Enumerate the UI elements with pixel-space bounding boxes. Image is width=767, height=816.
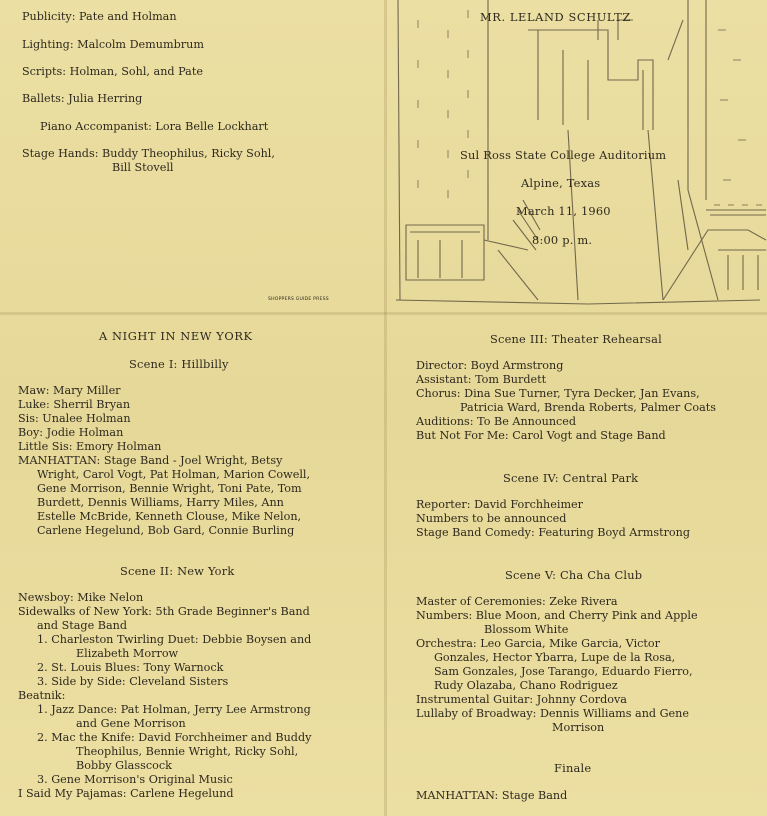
scene2-line: 1. Charleston Twirling Duet: Debbie Boysen and	[37, 633, 312, 646]
horizontal-fold	[0, 312, 767, 315]
credit-lighting: Lighting: Malcolm Demumbrum	[22, 38, 204, 51]
scene5-line: Sam Gonzales, Jose Tarango, Eduardo Fierro,	[434, 665, 693, 678]
cover-venue: Sul Ross State College Auditorium	[460, 148, 667, 162]
scene5-line: Morrison	[552, 721, 605, 734]
scene4-line: Reporter: David Forchheimer	[416, 498, 584, 511]
scene5-heading: Scene V: Cha Cha Club	[505, 568, 643, 582]
scene5-line: Master of Ceremonies: Zeke Rivera	[416, 595, 618, 608]
scene2-line: Sidewalks of New York: 5th Grade Beginner's Band	[18, 605, 310, 618]
scene2-line: and Gene Morrison	[76, 717, 186, 730]
credit-scripts: Scripts: Holman, Sohl, and Pate	[22, 65, 203, 78]
scene3-line: Patricia Ward, Brenda Roberts, Palmer Coats	[460, 401, 717, 414]
scene1-line: MANHATTAN: Stage Band - Joel Wright, Betsy	[18, 454, 283, 467]
scene5-line: Lullaby of Broadway: Dennis Williams and Gene	[416, 707, 690, 720]
scene1-line: Little Sis: Emory Holman	[18, 440, 162, 453]
scene1-heading: Scene I: Hillbilly	[129, 357, 229, 371]
scene5-line: Blossom White	[484, 623, 569, 636]
scene2-line: Bobby Glasscock	[76, 759, 172, 772]
scene1-line: Sis: Unalee Holman	[18, 412, 131, 425]
scene2-line: Theophilus, Bennie Wright, Ricky Sohl,	[76, 745, 299, 758]
credit-publicity: Publicity: Pate and Holman	[22, 10, 177, 23]
scene3-line: Auditions: To Be Announced	[416, 415, 577, 428]
scene3-line: But Not For Me: Carol Vogt and Stage Band	[416, 429, 666, 442]
scene2-line: and Stage Band	[37, 619, 128, 632]
scene1-line: Maw: Mary Miller	[18, 384, 121, 397]
scene2-line: 3. Side by Side: Cleveland Sisters	[37, 675, 229, 688]
scene5-line: Orchestra: Leo Garcia, Mike Garcia, Victor	[416, 637, 660, 650]
scene3-line: Chorus: Dina Sue Turner, Tyra Decker, Jan Evans,	[416, 387, 700, 400]
scene1-line: Boy: Jodie Holman	[18, 426, 124, 439]
scene2-line: Newsboy: Mike Nelon	[18, 591, 144, 604]
scene4-line: Numbers to be announced	[416, 512, 567, 525]
scene2-line: I Said My Pajamas: Carlene Hegelund	[18, 787, 234, 800]
cover-city: Alpine, Texas	[521, 176, 601, 190]
finale-heading: Finale	[554, 761, 592, 775]
credit-stage-hands: Stage Hands: Buddy Theophilus, Ricky Sohl,	[22, 147, 275, 160]
scene3-line: Director: Boyd Armstrong	[416, 359, 564, 372]
scene2-line: 2. St. Louis Blues: Tony Warnock	[37, 661, 224, 674]
scene2-line: Elizabeth Morrow	[76, 647, 179, 660]
scene5-line: Rudy Olazaba, Chano Rodriguez	[434, 679, 618, 692]
cover-date: March 11, 1960	[516, 204, 611, 218]
scene3-heading: Scene III: Theater Rehearsal	[490, 332, 662, 346]
credit-piano: Piano Accompanist: Lora Belle Lockhart	[40, 120, 269, 133]
scene2-heading: Scene II: New York	[120, 564, 235, 578]
scene1-line: Luke: Sherril Bryan	[18, 398, 131, 411]
scene4-heading: Scene IV: Central Park	[503, 471, 639, 485]
scene1-line: Gene Morrison, Bennie Wright, Toni Pate, Tom	[37, 482, 302, 495]
scene2-line: 1. Jazz Dance: Pat Holman, Jerry Lee Armstrong	[37, 703, 311, 716]
credit-stage-hands-cont: Bill Stovell	[112, 161, 174, 174]
vertical-fold	[384, 0, 387, 816]
program-title: A NIGHT IN NEW YORK	[99, 329, 253, 343]
scene5-line: Instrumental Guitar: Johnny Cordova	[416, 693, 627, 706]
scene2-line: Beatnik:	[18, 689, 66, 702]
scene5-line: Gonzales, Hector Ybarra, Lupe de la Rosa,	[434, 651, 676, 664]
scene1-line: Burdett, Dennis Williams, Harry Miles, Ann	[37, 496, 284, 509]
scene2-line: 2. Mac the Knife: David Forchheimer and Buddy	[37, 731, 312, 744]
scene1-line: Carlene Hegelund, Bob Gard, Connie Burling	[37, 524, 295, 537]
printer-mark: SHOPPERS GUIDE PRESS	[268, 297, 329, 302]
scene1-line: Wright, Carol Vogt, Pat Holman, Marion Cowell,	[37, 468, 311, 481]
credit-ballets: Ballets: Julia Herring	[22, 92, 143, 105]
finale-line: MANHATTAN: Stage Band	[416, 789, 568, 802]
cover-director: MR. LELAND SCHULTZ	[480, 10, 631, 24]
scene2-line: 3. Gene Morrison's Original Music	[37, 773, 233, 786]
scene4-line: Stage Band Comedy: Featuring Boyd Armstrong	[416, 526, 691, 539]
scene3-line: Assistant: Tom Burdett	[416, 373, 547, 386]
scene5-line: Numbers: Blue Moon, and Cherry Pink and Apple	[416, 609, 698, 622]
scene1-line: Estelle McBride, Kenneth Clouse, Mike Nelon,	[37, 510, 302, 523]
cover-time: 8:00 p. m.	[532, 233, 593, 247]
